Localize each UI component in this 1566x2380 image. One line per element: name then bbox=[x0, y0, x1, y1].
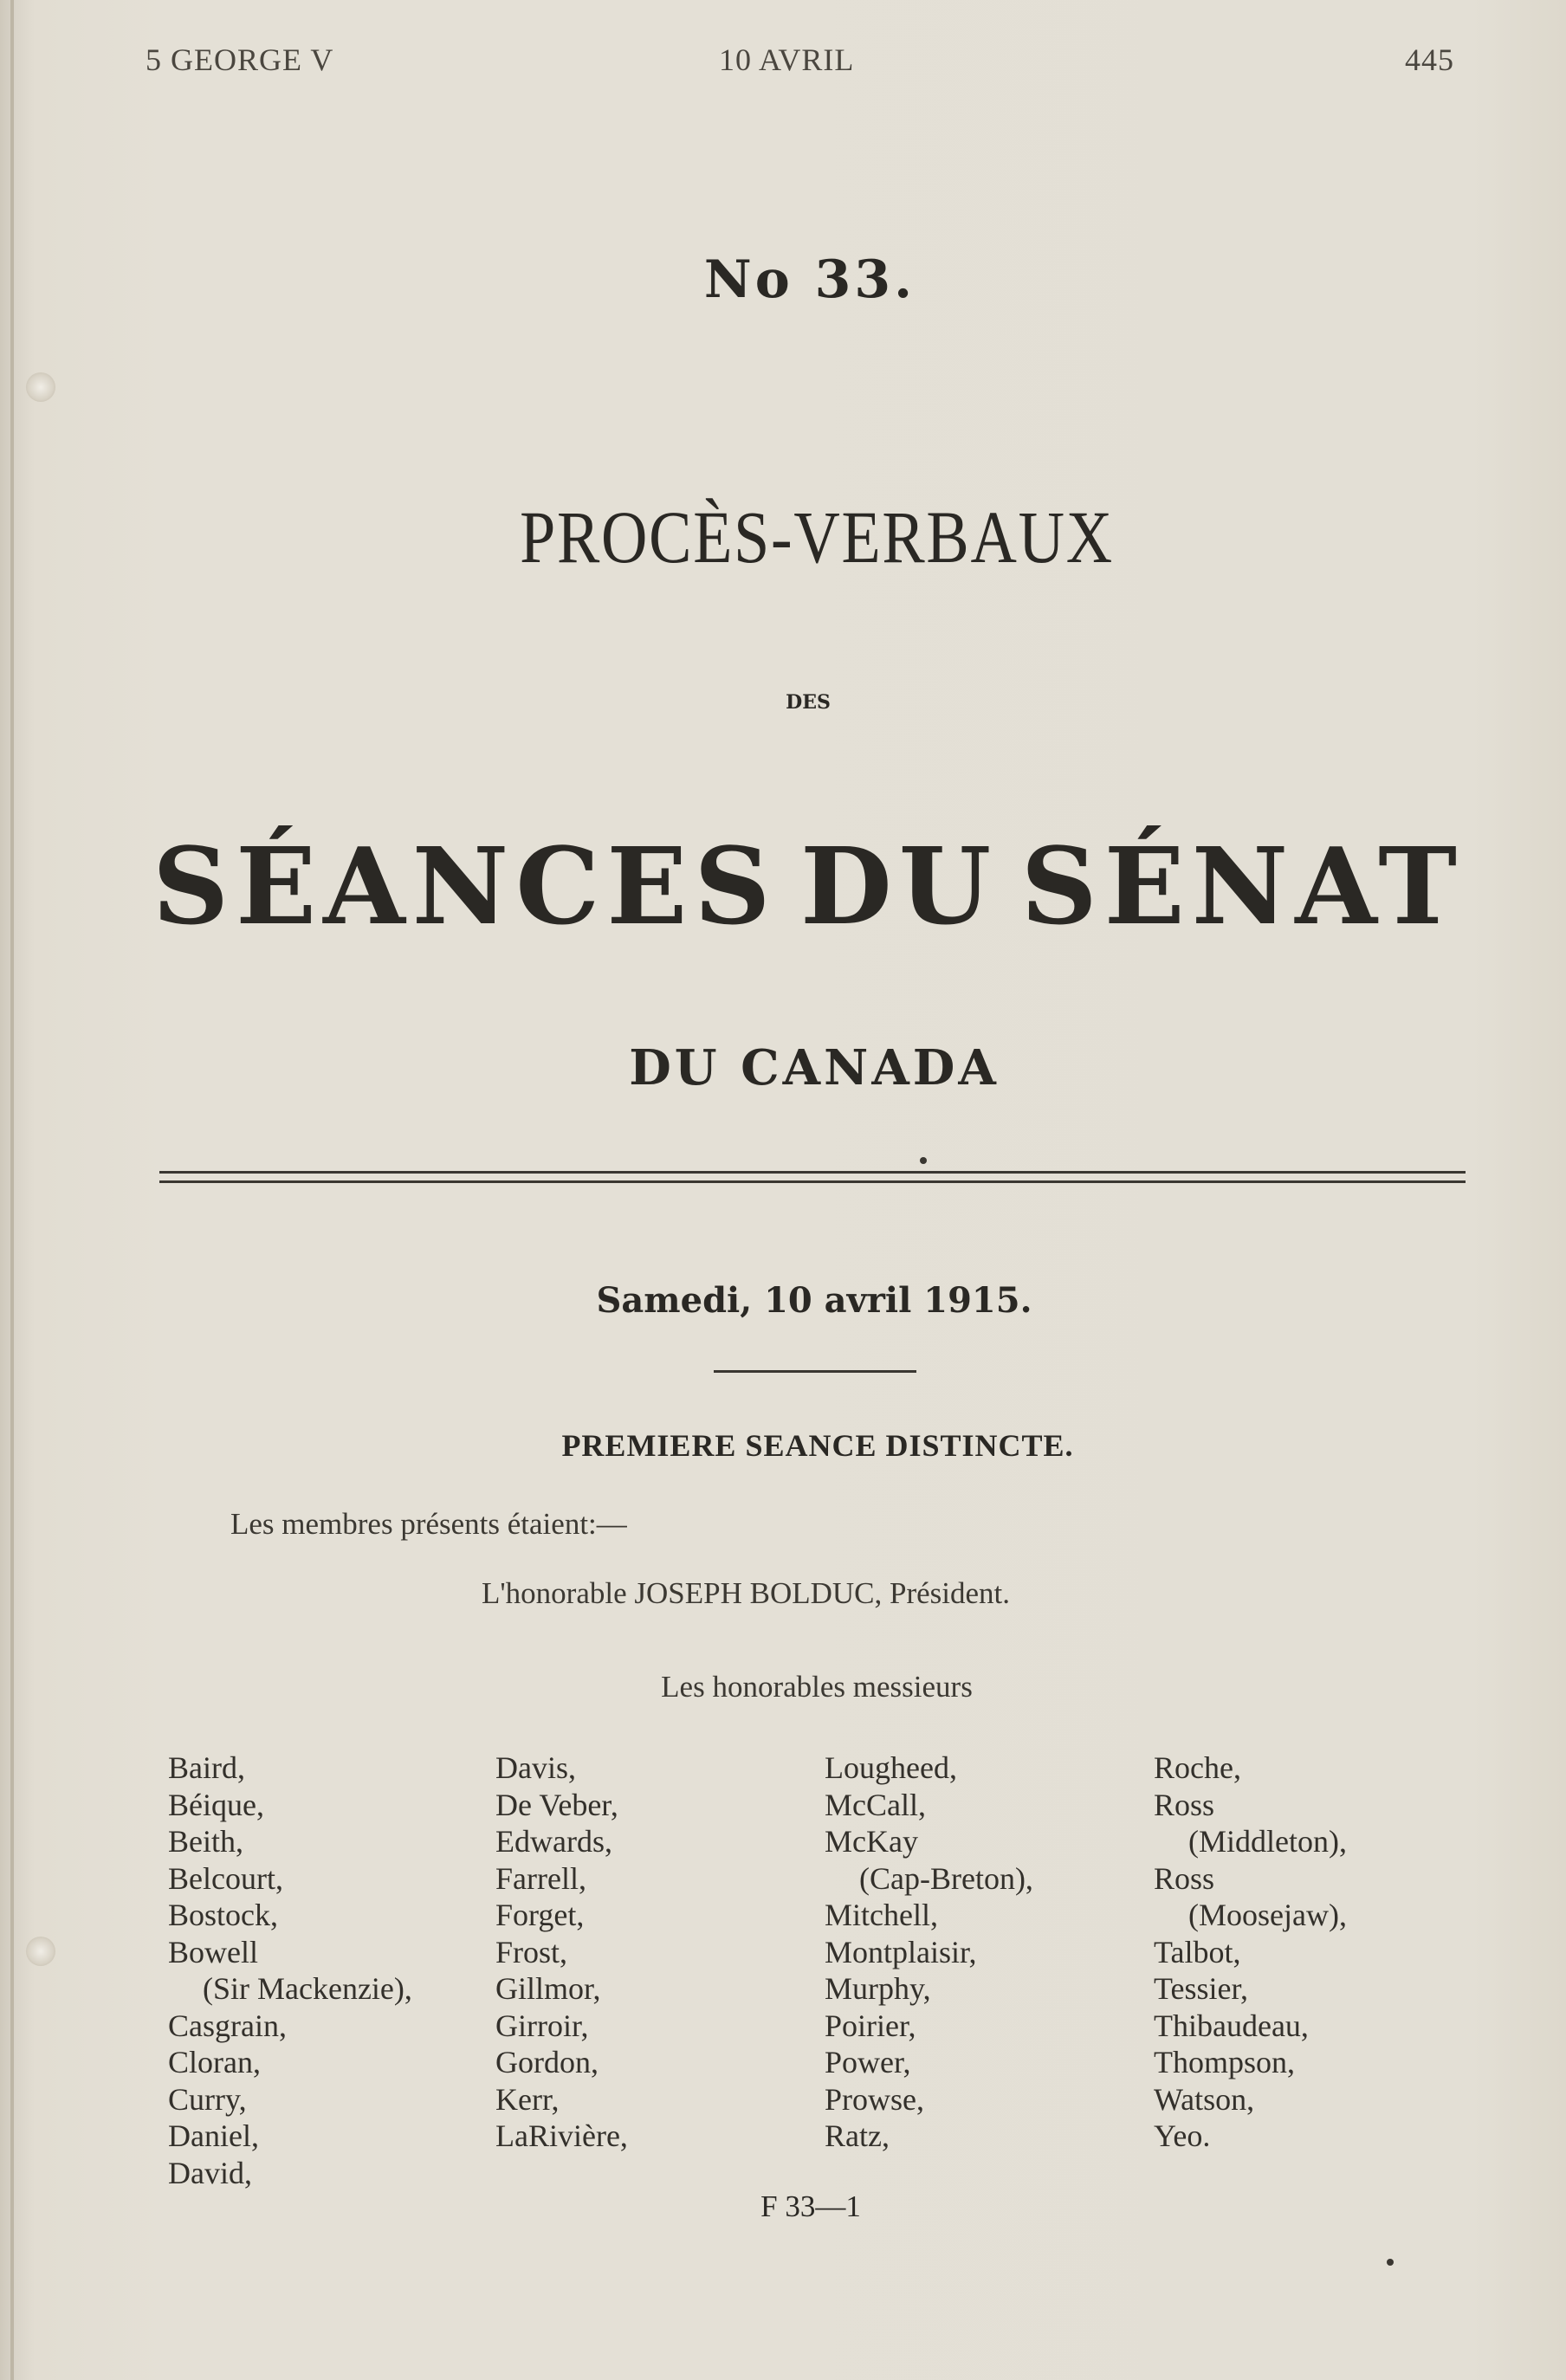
member-name: Frost, bbox=[495, 1934, 568, 1969]
members-heading: Les honorables messieurs bbox=[661, 1670, 973, 1704]
page-spine bbox=[10, 0, 14, 2380]
ink-speck bbox=[920, 1157, 927, 1164]
title-du-canada: DU CANADA bbox=[629, 1039, 1000, 1096]
member-name: Davis, bbox=[495, 1750, 576, 1785]
members-intro: Les membres présents étaient:— bbox=[230, 1507, 627, 1541]
member-name: Watson, bbox=[1154, 2081, 1255, 2117]
member-name: Tessier, bbox=[1154, 1971, 1249, 2006]
member-name: Curry, bbox=[168, 2081, 247, 2117]
member-name: Ross bbox=[1154, 1860, 1215, 1896]
member-name: Poirier, bbox=[825, 2008, 916, 2043]
page-number: 445 bbox=[1405, 42, 1454, 77]
member-name: Gillmor, bbox=[495, 1971, 601, 2006]
member-name: Murphy, bbox=[825, 1971, 931, 2006]
binding-hole bbox=[26, 372, 55, 402]
member-name: Power, bbox=[825, 2045, 911, 2079]
member-name: David, bbox=[168, 2155, 252, 2190]
member-name: Bowell bbox=[168, 1934, 258, 1969]
member-name: (Sir Mackenzie), bbox=[203, 1971, 412, 2006]
title-des: DES bbox=[786, 691, 831, 714]
double-rule-divider bbox=[159, 1171, 1466, 1183]
member-name: Béique, bbox=[168, 1787, 264, 1822]
member-name: Belcourt, bbox=[168, 1860, 283, 1896]
president-line: L'honorable JOSEPH BOLDUC, Président. bbox=[482, 1576, 1011, 1610]
member-name: Edwards, bbox=[495, 1824, 612, 1859]
member-name: Farrell, bbox=[495, 1860, 586, 1896]
member-name: McCall, bbox=[825, 1787, 926, 1822]
member-name: (Middleton), bbox=[1188, 1824, 1347, 1859]
member-name: Ratz, bbox=[825, 2118, 890, 2153]
title-word: DU bbox=[799, 824, 999, 948]
title-word: SÉNAT bbox=[1020, 824, 1464, 948]
member-name: Bostock, bbox=[168, 1898, 279, 1932]
member-name: Kerr, bbox=[495, 2081, 560, 2117]
member-name: Cloran, bbox=[168, 2045, 261, 2079]
member-name: Gordon, bbox=[495, 2045, 599, 2079]
document-number: No 33. bbox=[703, 249, 916, 310]
members-column-2 bbox=[495, 1749, 628, 2155]
member-name: Mitchell, bbox=[825, 1898, 938, 1932]
member-name: Thompson, bbox=[1154, 2045, 1296, 2079]
ink-speck bbox=[1387, 2259, 1394, 2266]
binding-hole bbox=[26, 1937, 55, 1966]
members-column-4 bbox=[1154, 1749, 1347, 2155]
title-seances-du-senat bbox=[152, 824, 1464, 948]
members-column-1 bbox=[168, 1749, 412, 2191]
member-name: McKay bbox=[825, 1824, 918, 1859]
member-name: Thibaudeau, bbox=[1154, 2008, 1309, 2043]
member-name: Prowse, bbox=[825, 2081, 924, 2117]
member-name: Forget, bbox=[495, 1898, 585, 1932]
member-name: Beith, bbox=[168, 1824, 243, 1859]
session-date: Samedi, 10 avril 1915. bbox=[596, 1280, 1032, 1321]
member-name: LaRivière, bbox=[495, 2118, 628, 2153]
title-proces-verbaux: PROCÈS-VERBAUX bbox=[520, 495, 1114, 579]
running-head-center: 10 AVRIL bbox=[719, 42, 855, 77]
member-name: Ross bbox=[1154, 1787, 1215, 1822]
member-name: Talbot, bbox=[1154, 1934, 1241, 1969]
member-name: Casgrain, bbox=[168, 2008, 287, 2043]
member-name: De Veber, bbox=[495, 1787, 618, 1822]
member-name: (Moosejaw), bbox=[1188, 1898, 1347, 1932]
member-name: (Cap-Breton), bbox=[859, 1860, 1033, 1896]
running-head-left: 5 GEORGE V bbox=[146, 42, 334, 77]
member-name: Lougheed, bbox=[825, 1750, 957, 1785]
title-word: SÉANCES bbox=[152, 824, 778, 948]
short-rule-divider bbox=[714, 1370, 916, 1373]
session-heading: PREMIERE SEANCE DISTINCTE. bbox=[561, 1428, 1074, 1463]
member-name: Roche, bbox=[1154, 1750, 1241, 1785]
member-name: Yeo. bbox=[1154, 2118, 1211, 2153]
members-column-3 bbox=[825, 1749, 1033, 2155]
member-name: Girroir, bbox=[495, 2008, 589, 2043]
member-name: Daniel, bbox=[168, 2118, 259, 2153]
member-name: Baird, bbox=[168, 1750, 245, 1785]
signature-mark: F 33—1 bbox=[760, 2189, 861, 2223]
member-name: Montplaisir, bbox=[825, 1934, 977, 1969]
